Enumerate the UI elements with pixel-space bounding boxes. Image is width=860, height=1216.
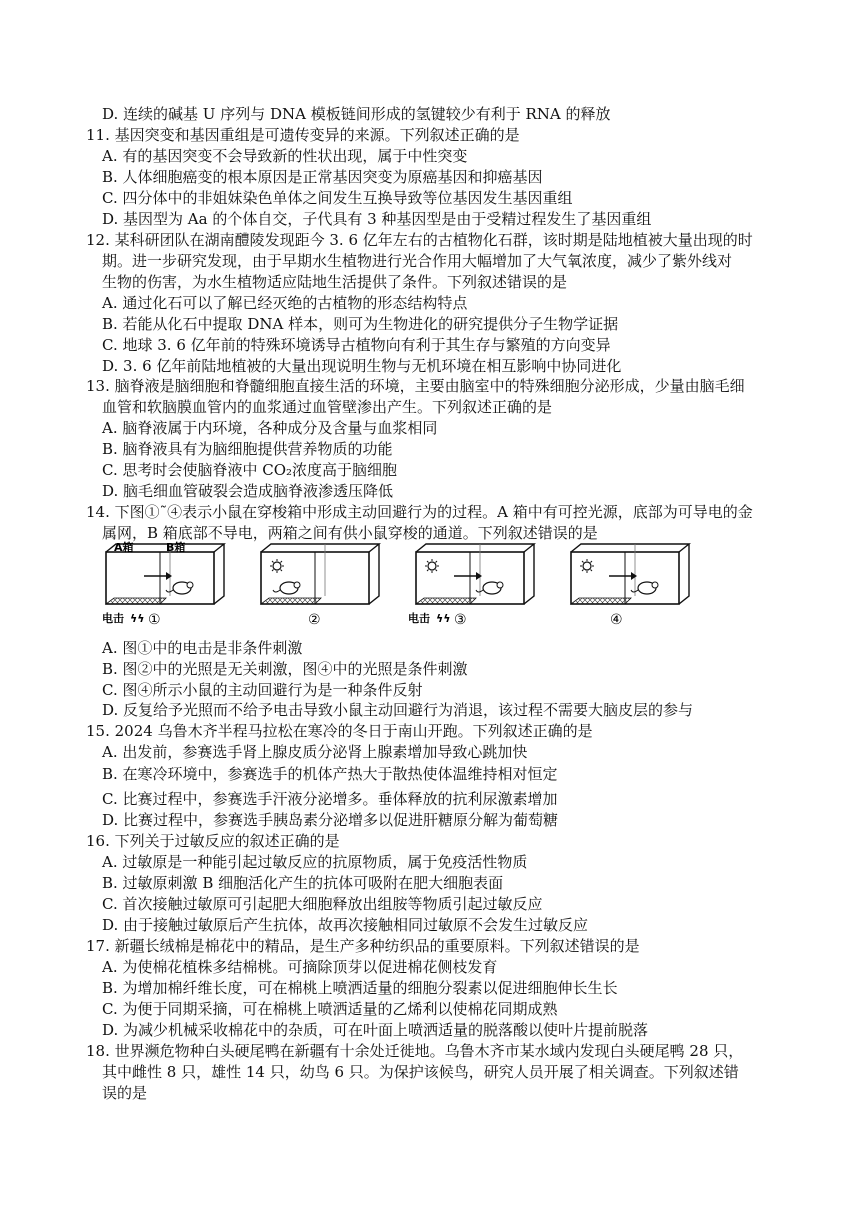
q14-option-b: B. 图②中的光照是无关刺激，图④中的光照是条件刺激 xyxy=(102,660,468,678)
q18-stem-line-1: 18. 世界濒危物种白头硬尾鸭在新疆有十余处迁徙地。乌鲁木齐市某水域内发现白头硬尾鸭 28 只， xyxy=(86,1042,744,1060)
q18-stem-line-2: 其中雌性 8 只，雄性 14 只，幼鸟 6 只。为保护该候鸟，研究人员开展了相关调查。下列叙述错 xyxy=(102,1063,739,1081)
shock-label-1: 电击 xyxy=(102,612,124,625)
q12-option-d: D. 3. 6 亿年前陆地植被的大量出现说明生物与无机环境在相互影响中协同进化 xyxy=(102,357,622,375)
q13-option-b: B. 脑脊液具有为脑细胞提供营养物质的功能 xyxy=(102,440,393,458)
q13-option-c: C. 思考时会使脑脊液中 CO₂浓度高于脑细胞 xyxy=(102,461,398,479)
box-b-label: B箱 xyxy=(166,541,186,554)
q15-option-b: B. 在寒冷环境中，参赛选手的机体产热大于散热使体温维持相对恒定 xyxy=(102,765,558,783)
q12-option-c: C. 地球 3. 6 亿年前的特殊环境诱导古植物向有利于其生存与繁殖的方向变异 xyxy=(102,336,611,354)
q16-stem: 16. 下列关于过敏反应的叙述正确的是 xyxy=(86,832,340,850)
q14-option-a: A. 图①中的电击是非条件刺激 xyxy=(102,639,303,657)
q11-option-c: C. 四分体中的非姐妹染色单体之间发生互换导致等位基因发生基因重组 xyxy=(102,189,573,207)
q13-stem-line-2: 血管和软脑膜血管内的血浆通过血管壁渗出产生。下列叙述正确的是 xyxy=(102,398,553,416)
q13-option-d: D. 脑毛细血管破裂会造成脑脊液渗透压降低 xyxy=(102,482,394,500)
q14-stem-line-2: 属网，B 箱底部不导电，两箱之间有供小鼠穿梭的通道。下列叙述错误的是 xyxy=(102,524,598,542)
lightning-icon: ϟϟ xyxy=(436,612,451,625)
q12-stem-line-1: 12. 某科研团队在湖南醴陵发现距今 3. 6 亿年左右的古植物化石群，该时期是陆地植被大量出现的时 xyxy=(86,231,753,249)
q16-option-a: A. 过敏原是一种能引起过敏反应的抗原物质，属于免疫活性物质 xyxy=(102,853,528,871)
q18-stem-line-3: 误的是 xyxy=(102,1084,148,1102)
panel-4-number: ④ xyxy=(610,612,623,628)
q15-option-d: D. 比赛过程中，参赛选手胰岛素分泌增多以促进肝糖原分解为葡萄糖 xyxy=(102,811,559,829)
q16-option-c: C. 首次接触过敏原可引起肥大细胞释放出组胺等物质引起过敏反应 xyxy=(102,895,543,913)
shock-label-3: 电击 xyxy=(408,612,430,625)
lightning-icon: ϟϟ xyxy=(130,612,145,625)
q11-stem: 11. 基因突变和基因重组是可遗传变异的来源。下列叙述正确的是 xyxy=(86,126,520,144)
q17-option-d: D. 为减少机械采收棉花中的杂质，可在叶面上喷洒适量的脱落酸以使叶片提前脱落 xyxy=(102,1021,649,1039)
q11-option-a: A. 有的基因突变不会导致新的性状出现，属于中性突变 xyxy=(102,147,468,165)
q10-option-d: D. 连续的碱基 U 序列与 DNA 模板链间形成的氢键较少有利于 RNA 的释放 xyxy=(102,105,611,123)
q13-option-a: A. 脑脊液属于内环境，各种成分及含量与血浆相同 xyxy=(102,419,438,437)
q12-stem-line-2: 期。进一步研究发现，由于早期水生植物进行光合作用大幅增加了大气氧浓度，减少了紫外线对 xyxy=(102,252,733,270)
panel-3-number: ③ xyxy=(454,612,467,628)
q12-option-a: A. 通过化石可以了解已经灭绝的古植物的形态结构特点 xyxy=(102,294,468,312)
q16-option-b: B. 过敏原刺激 B 细胞活化产生的抗体可吸附在肥大细胞表面 xyxy=(102,874,504,892)
box-a-label: A箱 xyxy=(114,541,134,554)
q12-stem-line-3: 生物的伤害，为水生植物适应陆地生活提供了条件。下列叙述错误的是 xyxy=(102,273,568,291)
q17-option-b: B. 为增加棉纤维长度，可在棉桃上喷洒适量的细胞分裂素以促进细胞伸长生长 xyxy=(102,979,618,997)
q15-option-c: C. 比赛过程中，参赛选手汗液分泌增多。垂体释放的抗利尿激素增加 xyxy=(102,790,558,808)
panel-2-number: ② xyxy=(308,612,321,628)
q15-stem: 15. 2024 乌鲁木齐半程马拉松在寒冷的冬日于南山开跑。下列叙述正确的是 xyxy=(86,722,593,740)
q15-option-a: A. 出发前，参赛选手肾上腺皮质分泌肾上腺素增加导致心跳加快 xyxy=(102,743,528,761)
q11-option-b: B. 人体细胞癌变的根本原因是正常基因突变为原癌基因和抑癌基因 xyxy=(102,168,543,186)
q11-option-d: D. 基因型为 Aa 的个体自交，子代具有 3 种基因型是由于受精过程发生了基因重组 xyxy=(102,210,652,228)
q17-option-a: A. 为使棉花植株多结棉桃。可摘除顶芽以促进棉花侧枝发育 xyxy=(102,958,498,976)
q17-stem: 17. 新疆长绒棉是棉花中的精品，是生产多种纺织品的重要原料。下列叙述错误的是 xyxy=(86,937,640,955)
panel-1-number: ① xyxy=(148,612,161,628)
q14-option-c: C. 图④所示小鼠的主动回避行为是一种条件反射 xyxy=(102,681,423,699)
panel-4-box xyxy=(571,544,689,604)
q14-option-d: D. 反复给予光照而不给予电击导致小鼠主动回避行为消退，该过程不需要大脑皮层的参与 xyxy=(102,701,694,719)
q14-stem-line-1: 14. 下图①˜④表示小鼠在穿梭箱中形成主动回避行为的过程。A 箱中有可控光源，底部为可导电的金 xyxy=(86,503,753,521)
q16-option-d: D. 由于接触过敏原后产生抗体，故再次接触相同过敏原不会发生过敏反应 xyxy=(102,916,589,934)
q13-stem-line-1: 13. 脑脊液是脑细胞和脊髓细胞直接生活的环境，主要由脑室中的特殊细胞分泌形成，少量由脑毛细 xyxy=(86,377,745,395)
q17-option-c: C. 为便于同期采摘，可在棉桃上喷洒适量的乙烯利以使棉花同期成熟 xyxy=(102,1000,558,1018)
q12-option-b: B. 若能从化石中提取 DNA 样本，则可为生物进化的研究提供分子生物学证据 xyxy=(102,315,619,333)
panel-2-box xyxy=(261,544,379,604)
panel-3-box xyxy=(416,544,534,604)
shuttle-box-figure xyxy=(100,540,790,630)
